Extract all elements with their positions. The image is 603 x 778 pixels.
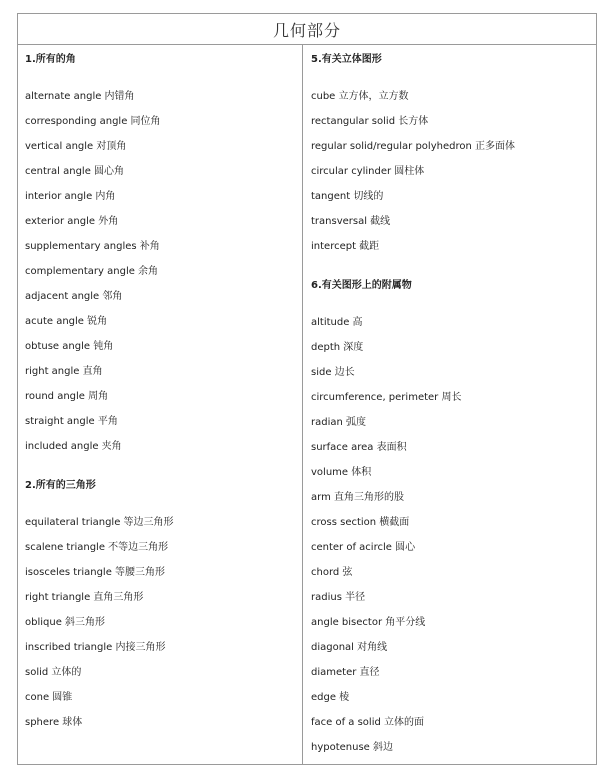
section-heading: 1.所有的角: [25, 54, 76, 65]
vocab-item: corresponding angle 同位角: [25, 116, 161, 127]
vocab-item: diagonal 对角线: [311, 642, 388, 653]
vocab-item: chord 弦: [311, 567, 353, 578]
vocab-item: included angle 夹角: [25, 441, 122, 452]
section-spacer: [25, 72, 302, 84]
vocab-item: sphere 球体: [25, 717, 83, 728]
vocab-item: edge 棱: [311, 692, 350, 703]
vocab-item: adjacent angle 邻角: [25, 291, 123, 302]
left-column: [18, 45, 303, 765]
vocab-item: exterior angle 外角: [25, 216, 119, 227]
page-title: 几何部分: [18, 14, 596, 45]
vocab-item: round angle 周角: [25, 391, 109, 402]
right-column: [303, 45, 596, 765]
vocab-item: volume 体积: [311, 467, 372, 478]
vocab-item: inscribed triangle 内接三角形: [25, 642, 166, 653]
vocab-item: right angle 直角: [25, 366, 103, 377]
vocab-item: rectangular solid 长方体: [311, 116, 429, 127]
section-heading: 2.所有的三角形: [25, 480, 96, 491]
vocabulary-table: [17, 13, 597, 765]
vocab-item: arm 直角三角形的股: [311, 492, 404, 503]
section-spacer: [311, 298, 596, 310]
vocab-item: circumference, perimeter 周长: [311, 392, 462, 403]
section-spacer: [311, 72, 596, 84]
section-gap: [311, 259, 596, 271]
vocab-item: supplementary angles 补角: [25, 241, 160, 252]
table-body: [18, 45, 596, 765]
section-heading: 5.有关立体图形: [311, 54, 382, 65]
vocab-item: diameter 直径: [311, 667, 380, 678]
vocab-item: altitude 高: [311, 317, 363, 328]
vocab-item: radius 半径: [311, 592, 366, 603]
vocab-item: side 边长: [311, 367, 355, 378]
vocab-item: complementary angle 余角: [25, 266, 159, 277]
vocab-item: tangent 切线的: [311, 191, 384, 202]
vocab-item: hypotenuse 斜边: [311, 742, 394, 753]
section-gap: [25, 459, 302, 471]
vocab-item: face of a solid 立体的面: [311, 717, 425, 728]
vocab-item: transversal 截线: [311, 216, 391, 227]
vocab-item: surface area 表面积: [311, 442, 407, 453]
vocab-item: circular cylinder 圆柱体: [311, 166, 425, 177]
section-spacer: [25, 498, 302, 510]
vocab-item: alternate angle 内错角: [25, 91, 135, 102]
vocab-item: depth 深度: [311, 342, 364, 353]
vocab-item: oblique 斜三角形: [25, 617, 106, 628]
vocab-item: right triangle 直角三角形: [25, 592, 144, 603]
vocab-item: intercept 截距: [311, 241, 380, 252]
vocab-item: acute angle 锐角: [25, 316, 108, 327]
vocab-item: solid 立体的: [25, 667, 82, 678]
vocab-item: center of acircle 圆心: [311, 542, 416, 553]
vocab-item: obtuse angle 钝角: [25, 341, 114, 352]
vocab-item: isosceles triangle 等腰三角形: [25, 567, 166, 578]
vocab-item: cube 立方体，立方数: [311, 91, 409, 102]
vocab-item: vertical angle 对顶角: [25, 141, 127, 152]
vocab-item: angle bisector 角平分线: [311, 617, 426, 628]
vocab-item: cone 圆锥: [25, 692, 73, 703]
section-heading: 6.有关图形上的附属物: [311, 280, 412, 291]
vocab-item: radian 弧度: [311, 417, 367, 428]
vocab-item: interior angle 内角: [25, 191, 116, 202]
vocab-item: cross section 横截面: [311, 517, 410, 528]
vocab-item: scalene triangle 不等边三角形: [25, 542, 169, 553]
vocab-item: straight angle 平角: [25, 416, 118, 427]
vocab-item: equilateral triangle 等边三角形: [25, 517, 174, 528]
vocab-item: regular solid/regular polyhedron 正多面体: [311, 141, 515, 152]
vocab-item: central angle 圆心角: [25, 166, 125, 177]
